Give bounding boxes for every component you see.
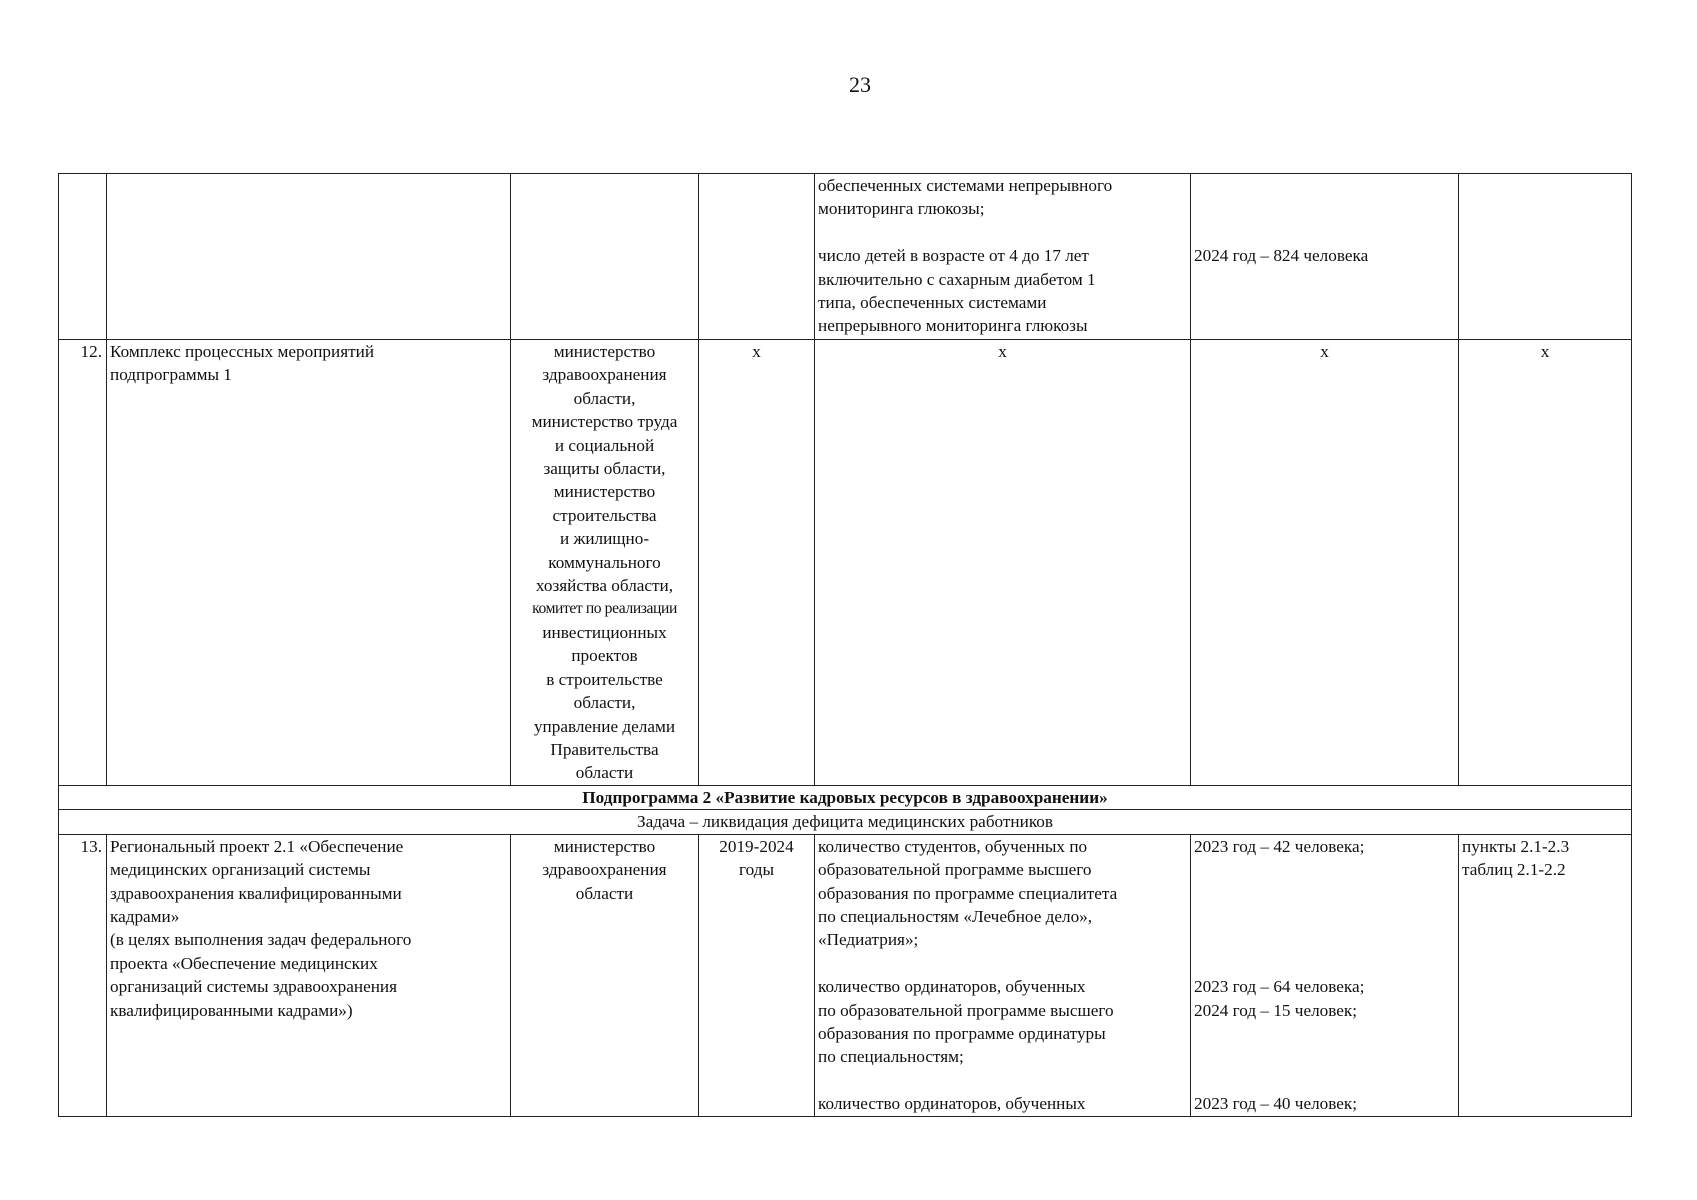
cell-indicators bbox=[815, 174, 1191, 340]
cell-executor bbox=[511, 174, 699, 340]
indicator-text: обеспеченных системами непрерывного мониторинга глюкозы; bbox=[818, 176, 1113, 219]
table-row-continuation bbox=[59, 174, 1632, 340]
cell-number: 12. bbox=[59, 340, 107, 786]
executor-line: коммунального bbox=[548, 552, 661, 572]
cell-period: х bbox=[699, 340, 815, 786]
cell-indicators: х bbox=[815, 340, 1191, 786]
subprogram-header-row bbox=[59, 786, 1632, 810]
executor-line: в строительстве bbox=[546, 669, 663, 689]
cell-name bbox=[107, 174, 511, 340]
executor-line: области bbox=[575, 763, 634, 783]
cell-reference: пункты 2.1-2.3 таблиц 2.1-2.2 bbox=[1459, 834, 1632, 1116]
executor-line: области, bbox=[573, 388, 636, 408]
cell-period bbox=[699, 174, 815, 340]
value-text: 2023 год – 42 человека; bbox=[1194, 836, 1365, 856]
executor-line: управление делами bbox=[533, 716, 676, 736]
cell-executor bbox=[511, 340, 699, 786]
cell-reference: х bbox=[1459, 340, 1632, 786]
cell-values: х bbox=[1191, 340, 1459, 786]
executor-line: и жилищно- bbox=[559, 529, 650, 549]
subprogram-title: Подпрограмма 2 «Развитие кадровых ресурсов в здравоохранении» bbox=[59, 786, 1632, 810]
value-text: 2024 год – 824 человека bbox=[1194, 246, 1369, 266]
executor-line: хозяйства области, bbox=[535, 576, 674, 596]
cell-values bbox=[1191, 174, 1459, 340]
cell-executor: министерство здравоохранения области bbox=[511, 834, 699, 1116]
cell-indicators bbox=[815, 834, 1191, 1116]
value-text: 2023 год – 40 человек; bbox=[1194, 1094, 1358, 1114]
indicator-text: количество ординаторов, обученных по образовательной программе высшего образования по программе ординатуры по специальностям; bbox=[818, 977, 1114, 1067]
executor-line: проектов bbox=[571, 646, 638, 666]
executor-line: Правительства bbox=[550, 739, 659, 759]
cell-reference bbox=[1459, 174, 1632, 340]
cell-number bbox=[59, 174, 107, 340]
cell-period: 2019-2024 годы bbox=[699, 834, 815, 1116]
value-text: 2023 год – 64 человека; 2024 год – 15 человек; bbox=[1194, 977, 1365, 1020]
table-row-12 bbox=[59, 340, 1632, 786]
executor-line: и социальной bbox=[554, 435, 655, 455]
task-row bbox=[59, 810, 1632, 834]
executor-line: министерство труда bbox=[531, 412, 678, 432]
executor-line: защиты области, bbox=[543, 459, 666, 479]
task-title: Задача – ликвидация дефицита медицинских работников bbox=[59, 810, 1632, 834]
cell-values bbox=[1191, 834, 1459, 1116]
indicator-text: число детей в возрасте от 4 до 17 лет включительно с сахарным диабетом 1 типа, обеспеченных системами непрерывного мониторинга глюкозы bbox=[818, 246, 1096, 336]
cell-number: 13. bbox=[59, 834, 107, 1116]
executor-line: строительства bbox=[552, 505, 657, 525]
table-row-13 bbox=[59, 834, 1632, 1116]
executor-line: инвестиционных bbox=[542, 622, 667, 642]
program-measures-table bbox=[58, 173, 1632, 1117]
cell-name: Комплекс процессных мероприятий подпрограммы 1 bbox=[107, 340, 511, 786]
executor-line: здравоохранения bbox=[542, 365, 667, 385]
executor-line: министерство bbox=[553, 482, 656, 502]
page-number: 23 bbox=[849, 72, 871, 97]
executor-line: министерство bbox=[553, 342, 656, 361]
executor-line: комитет по реализации bbox=[532, 600, 677, 618]
indicator-text: количество студентов, обученных по образовательной программе высшего образования по программе специалитета по специальностям «Лечебное дело», «Педиатрия»; bbox=[818, 836, 1118, 950]
cell-name: Региональный проект 2.1 «Обеспечение медицинских организаций системы здравоохранения квалифицированными кадрами» (в целях выполнения задач федерального проекта «Обеспечение медицинских организаций системы здравоохранения квалифицированными кадрами») bbox=[107, 834, 511, 1116]
indicator-text: количество ординаторов, обученных bbox=[818, 1094, 1086, 1114]
executor-line: области, bbox=[573, 693, 636, 713]
